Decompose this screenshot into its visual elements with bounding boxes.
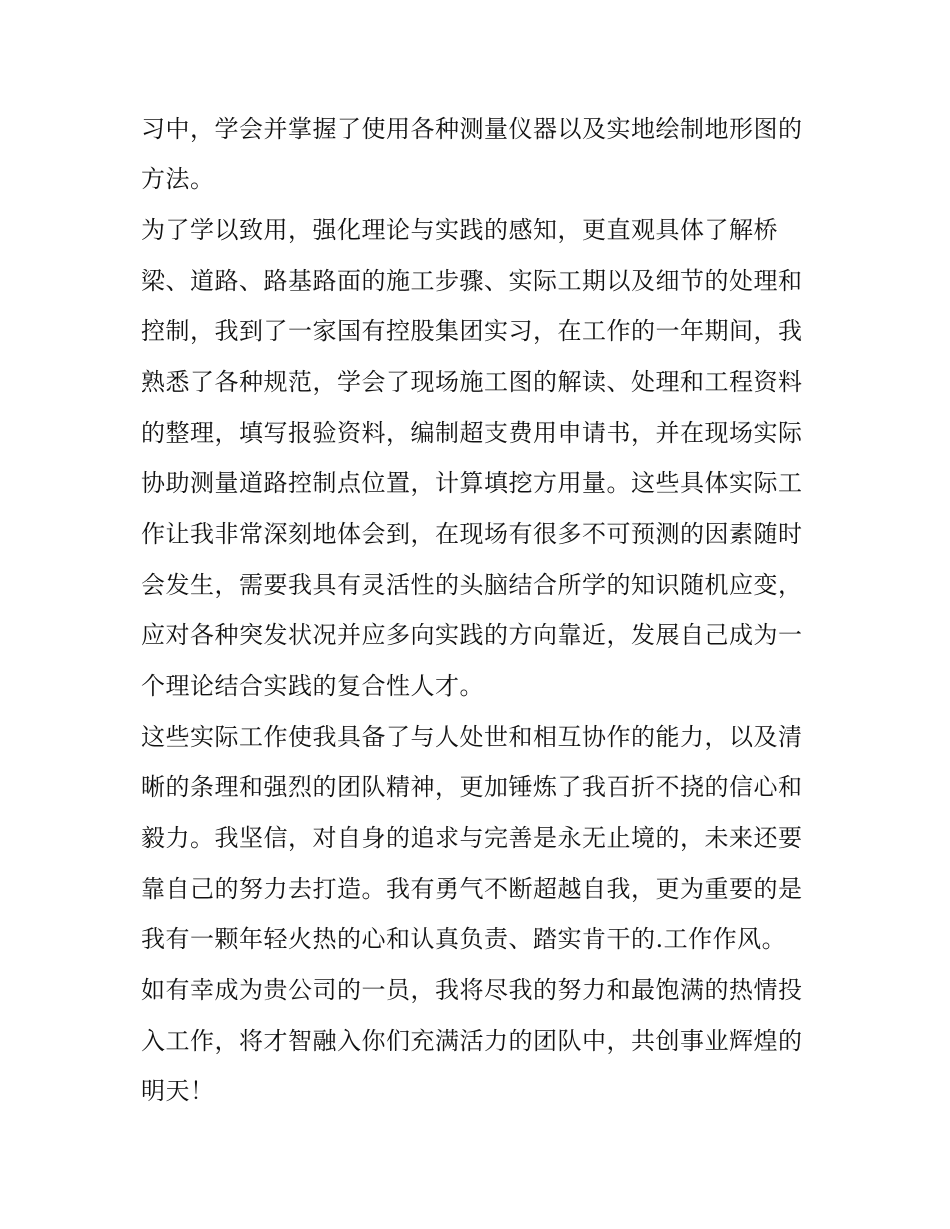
text-line: 梁、道路、路基路面的施工步骤、实际工期以及细节的处理和 [141,267,803,295]
text-line: 的整理，填写报验资料，编制超支费用申请书，并在现场实际 [141,419,803,447]
text-line: 熟悉了各种规范，学会了现场施工图的解读、处理和工程资料 [141,368,803,396]
text-line: 习中，学会并掌握了使用各种测量仪器以及实地绘制地形图的 [141,115,803,143]
text-line: 这些实际工作使我具备了与人处世和相互协作的能力，以及清 [141,723,803,751]
text-line: 控制，我到了一家国有控股集团实习，在工作的一年期间，我 [141,317,803,345]
text-line: 会发生，需要我具有灵活性的头脑结合所学的知识随机应变， [141,571,803,599]
text-line: 应对各种突发状况并应多向实践的方向靠近，发展自己成为一 [141,621,803,649]
text-line: 我有一颗年轻火热的心和认真负责、踏实肯干的.工作作风。 [141,925,787,953]
text-line: 如有幸成为贵公司的一员，我将尽我的努力和最饱满的热情投 [141,976,803,1004]
text-line: 个理论结合实践的复合性人才。 [141,672,484,700]
text-line: 晰的条理和强烈的团队精神，更加锤炼了我百折不挠的信心和 [141,773,803,801]
text-line: 入工作，将才智融入你们充满活力的团队中，共创事业辉煌的 [141,1027,803,1055]
text-line: 毅力。我坚信，对自身的追求与完善是永无止境的，未来还要 [141,824,803,852]
text-line: 作让我非常深刻地体会到，在现场有很多不可预测的因素随时 [141,520,803,548]
text-line: 明天！ [141,1077,215,1105]
text-line: 方法。 [141,165,215,193]
text-line: 协助测量道路控制点位置，计算填挖方用量。这些具体实际工 [141,469,803,497]
text-line: 靠自己的努力去打造。我有勇气不断超越自我，更为重要的是 [141,875,803,903]
text-line: 为了学以致用，强化理论与实践的感知，更直观具体了解桥 [141,216,778,244]
